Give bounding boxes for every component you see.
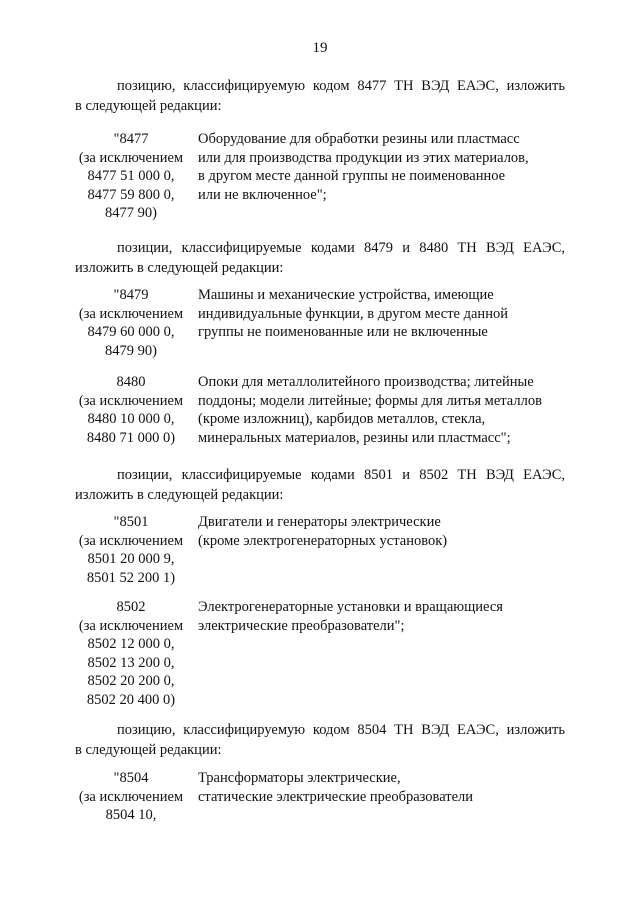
- description-line: или для производства продукции из этих материалов,: [198, 149, 529, 166]
- code-line: 8480 71 000 0): [86, 429, 176, 446]
- paragraph-line: в следующей редакции:: [75, 742, 222, 758]
- paragraph-line: позиции, классифицируемые кодами 8501 и 8502 ТН ВЭД ЕАЭС,: [117, 467, 565, 483]
- description-column: [198, 769, 598, 806]
- description-column: [198, 373, 598, 447]
- code-line: 8502: [116, 599, 146, 615]
- description-line: Опоки для металлолитейного производства; литейные: [198, 374, 534, 390]
- code-line: 8502 20 200 0,: [87, 673, 175, 689]
- code-line: (за исключением: [78, 149, 184, 166]
- code-line: "8479: [113, 287, 149, 303]
- description-line: минеральных материалов, резины или пластмасс";: [198, 429, 511, 446]
- code-line: 8480: [116, 374, 146, 390]
- code-line: (за исключением: [78, 305, 184, 322]
- description-line: индивидуальные функции, в другом месте данной: [198, 305, 508, 322]
- paragraph-8504: [75, 720, 565, 760]
- description-line: (кроме электрогенераторных установок): [198, 532, 448, 549]
- code-column: [70, 513, 192, 587]
- description-column: [198, 130, 598, 204]
- paragraph-line: изложить в следующей редакции:: [75, 487, 284, 503]
- code-line: "8504: [113, 770, 149, 786]
- page-number: 19: [312, 40, 328, 56]
- code-line: "8501: [113, 514, 149, 530]
- code-column: [70, 373, 192, 447]
- paragraph-line: позицию, классифицируемую кодом 8477 ТН ВЭД ЕАЭС, изложить: [117, 78, 565, 94]
- description-column: [198, 598, 598, 635]
- code-line: 8479 90): [105, 342, 157, 359]
- code-line: 8504 10,: [105, 807, 157, 823]
- code-line: 8477 59 800 0,: [87, 186, 175, 203]
- description-line: Электрогенераторные установки и вращающиеся: [198, 599, 503, 615]
- paragraph-8477: [75, 76, 565, 116]
- code-column: [70, 130, 192, 223]
- paragraph-line: изложить в следующей редакции:: [75, 260, 284, 276]
- code-column: [70, 286, 192, 360]
- description-line: статические электрические преобразователи: [198, 788, 474, 805]
- paragraph-line: позиции, классифицируемые кодами 8479 и 8480 ТН ВЭД ЕАЭС,: [117, 240, 565, 256]
- description-column: [198, 286, 598, 342]
- description-line: в другом месте данной группы не поименованное: [198, 168, 506, 184]
- code-column: [70, 598, 192, 709]
- description-line: Оборудование для обработки резины или пластмасс: [198, 131, 520, 147]
- code-line: 8477 51 000 0,: [87, 168, 175, 184]
- description-line: электрические преобразователи";: [198, 617, 405, 634]
- description-line: или не включенное";: [198, 186, 327, 203]
- code-column: [70, 769, 192, 825]
- code-line: (за исключением: [78, 788, 184, 805]
- paragraph-line: в следующей редакции:: [75, 98, 222, 114]
- description-column: [198, 513, 598, 550]
- description-line: поддоны; модели литейные; формы для литья металлов: [198, 392, 542, 409]
- code-line: 8502 12 000 0,: [87, 636, 175, 652]
- description-line: Машины и механические устройства, имеющие: [198, 287, 494, 303]
- paragraph-8501-8502: [75, 465, 565, 505]
- code-line: (за исключением: [78, 392, 184, 409]
- code-line: 8501 20 000 9,: [87, 551, 175, 567]
- code-line: "8477: [113, 131, 149, 147]
- paragraph-8479-8480: [75, 238, 565, 278]
- code-line: (за исключением: [78, 617, 184, 634]
- description-line: Двигатели и генераторы электрические: [198, 514, 441, 530]
- description-line: (кроме изложниц), карбидов металлов, стекла,: [198, 411, 486, 427]
- paragraph-line: позицию, классифицируемую кодом 8504 ТН ВЭД ЕАЭС, изложить: [117, 722, 565, 738]
- code-line: 8480 10 000 0,: [87, 411, 175, 427]
- code-line: 8477 90): [105, 205, 157, 221]
- description-line: Трансформаторы электрические,: [198, 770, 401, 786]
- code-line: 8501 52 200 1): [86, 569, 176, 586]
- description-line: группы не поименованные или не включенные: [198, 324, 488, 340]
- code-line: 8502 20 400 0): [86, 691, 176, 708]
- code-line: (за исключением: [78, 532, 184, 549]
- code-line: 8502 13 200 0,: [87, 654, 175, 671]
- code-line: 8479 60 000 0,: [87, 324, 175, 340]
